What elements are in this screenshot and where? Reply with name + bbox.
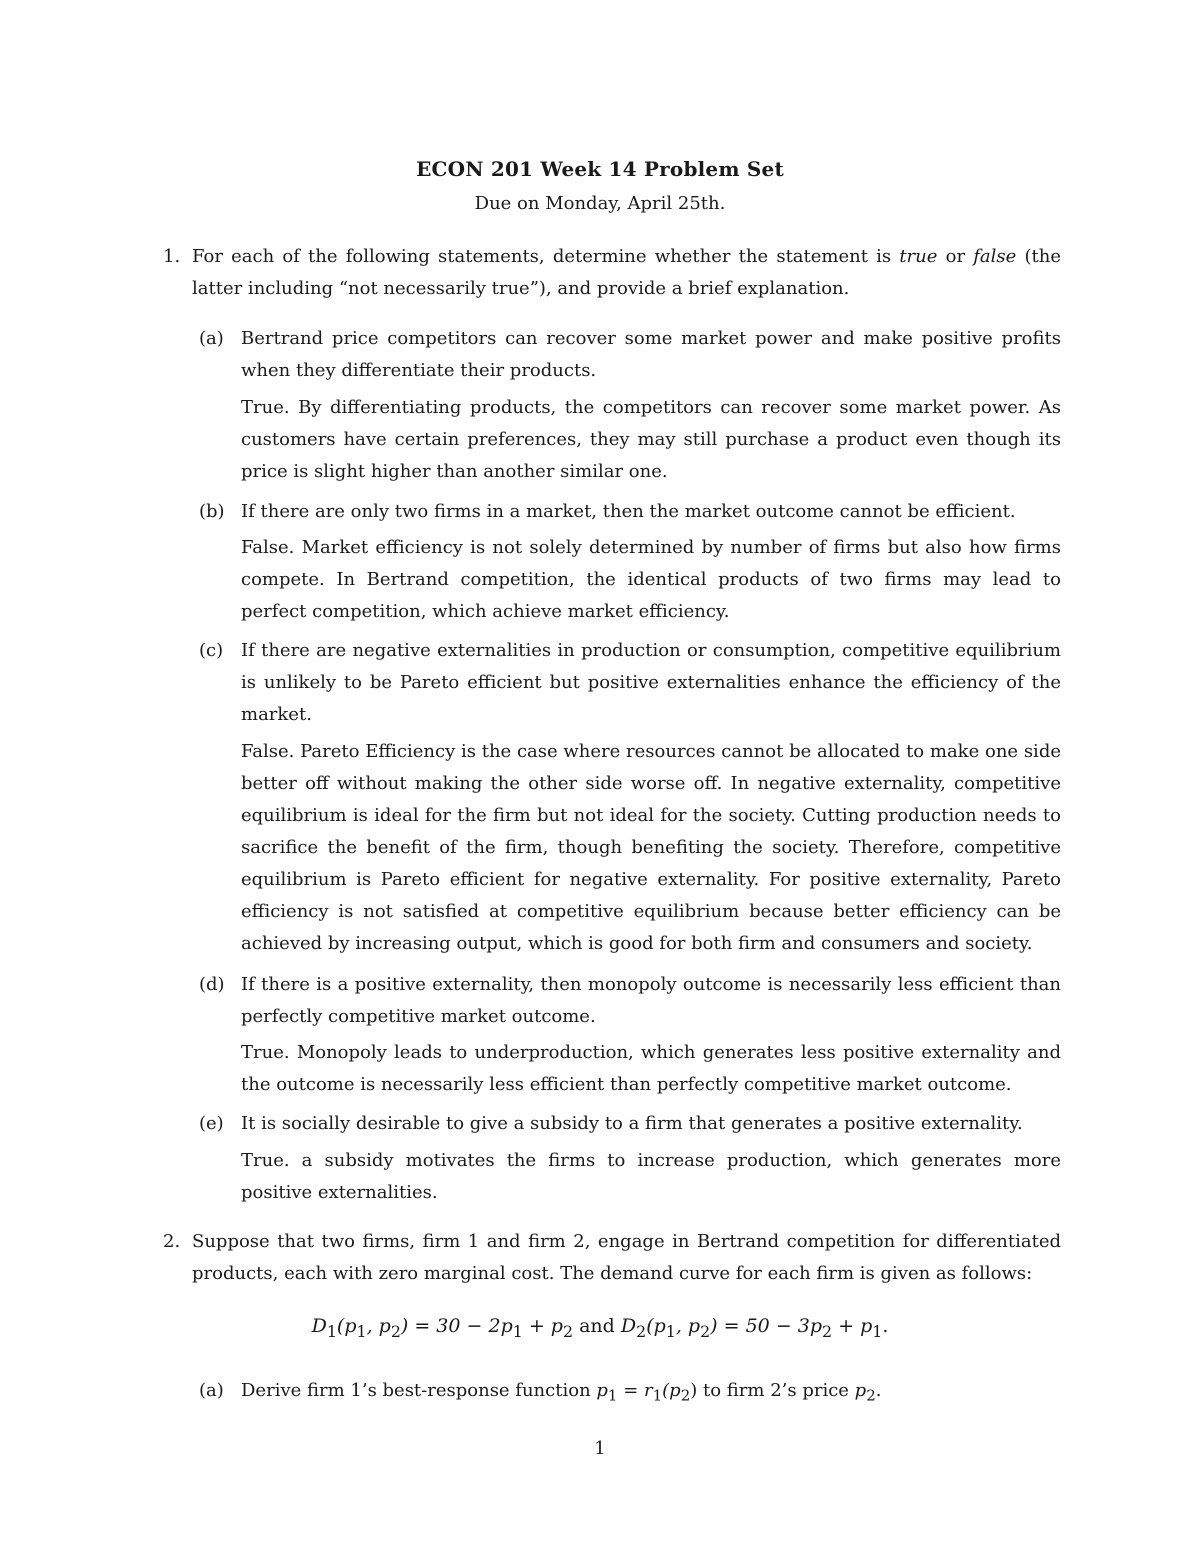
due-date: Due on Monday, April 25th. [474, 193, 726, 214]
item-label: (d) [199, 974, 225, 995]
answer-d: True. Monopoly leads to underproduction, which generates less positive externality and the outcome is necessarily less efficient than perfectly competitive market outcome. [241, 1042, 1061, 1095]
true-word: true [899, 246, 938, 267]
question-number: 2. [163, 1231, 181, 1252]
statement-b [199, 496, 1061, 528]
statement-text: If there are negative externalities in production or consumption, competitive equilibrium is unlikely to be Pareto efficient but positive externalities enhance the efficiency of the market. [241, 640, 1061, 725]
question-text: For each of the following statements, determine whether the statement is true or false (the latter including “not necessarily true”), and provide a brief explanation. [192, 246, 1061, 299]
item-label: (a) [199, 328, 224, 349]
answer-b: False. Market efficiency is not solely determined by number of firms but also how firms compete. In Bertrand competition, the identical products of two firms may lead to perfect competition, which achieve market efficiency. [241, 537, 1061, 622]
statement-text: If there are only two firms in a market, then the market outcome cannot be efficient. [241, 501, 1016, 522]
part-text: Derive firm 1’s best-response function $p_1 = r_1(p_2)$ to firm 2’s price $p_2$. [241, 1380, 882, 1405]
statement-a [199, 323, 1061, 387]
answer-a: True. By differentiating products, the competitors can recover some market power. As customers have certain preferences, they may still purchase a product even though its price is slight higher than another similar one. [241, 397, 1061, 482]
statement-d [199, 969, 1061, 1033]
answer-e: True. a subsidy motivates the firms to increase production, which generates more positive externalities. [241, 1150, 1061, 1203]
false-word: false [973, 246, 1017, 267]
item-label: (a) [199, 1380, 224, 1401]
document-title: ECON 201 Week 14 Problem Set [416, 157, 784, 181]
item-label: (c) [199, 640, 224, 661]
statement-e [199, 1108, 1061, 1140]
demand-equation: $D_1(p_1$, $p_2) = 30 - 2p_1 + p_2$ and $D_2(p_1$, $p_2) = 50 - 3p_2 + p_1$. [311, 1315, 889, 1341]
statement-text: It is socially desirable to give a subsidy to a firm that generates a positive externality. [241, 1113, 1023, 1134]
question-text: Suppose that two firms, firm 1 and firm 2, engage in Bertrand competition for differentiated products, each with zero marginal cost. The demand curve for each firm is given as follows: [192, 1231, 1061, 1284]
answer-c: False. Pareto Efficiency is the case where resources cannot be allocated to make one side better off without making the other side worse off. In negative externality, competitive equilibrium is ideal for the firm but not ideal for the society. Cutting production needs to sacrifice the benefit of the firm, though benefiting the society. Therefore, competitive equilibrium is Pareto efficient for negative externality. For positive externality, Pareto efficiency is not satisfied at competitive equilibrium because better efficiency can be achieved by increasing output, which is good for both firm and consumers and society. [241, 741, 1061, 954]
item-label: (b) [199, 501, 225, 522]
question-number: 1. [163, 246, 181, 267]
statement-text: Bertrand price competitors can recover some market power and make positive profits when they differentiate their products. [241, 328, 1061, 381]
statement-c [199, 635, 1061, 731]
question-2 [163, 1226, 1061, 1290]
page-number: 1 [594, 1438, 606, 1459]
question-2-part-a [199, 1375, 1061, 1412]
item-label: (e) [199, 1113, 224, 1134]
statement-text: If there is a positive externality, then monopoly outcome is necessarily less efficient than perfectly competitive market outcome. [241, 974, 1061, 1027]
question-1 [163, 241, 1061, 305]
